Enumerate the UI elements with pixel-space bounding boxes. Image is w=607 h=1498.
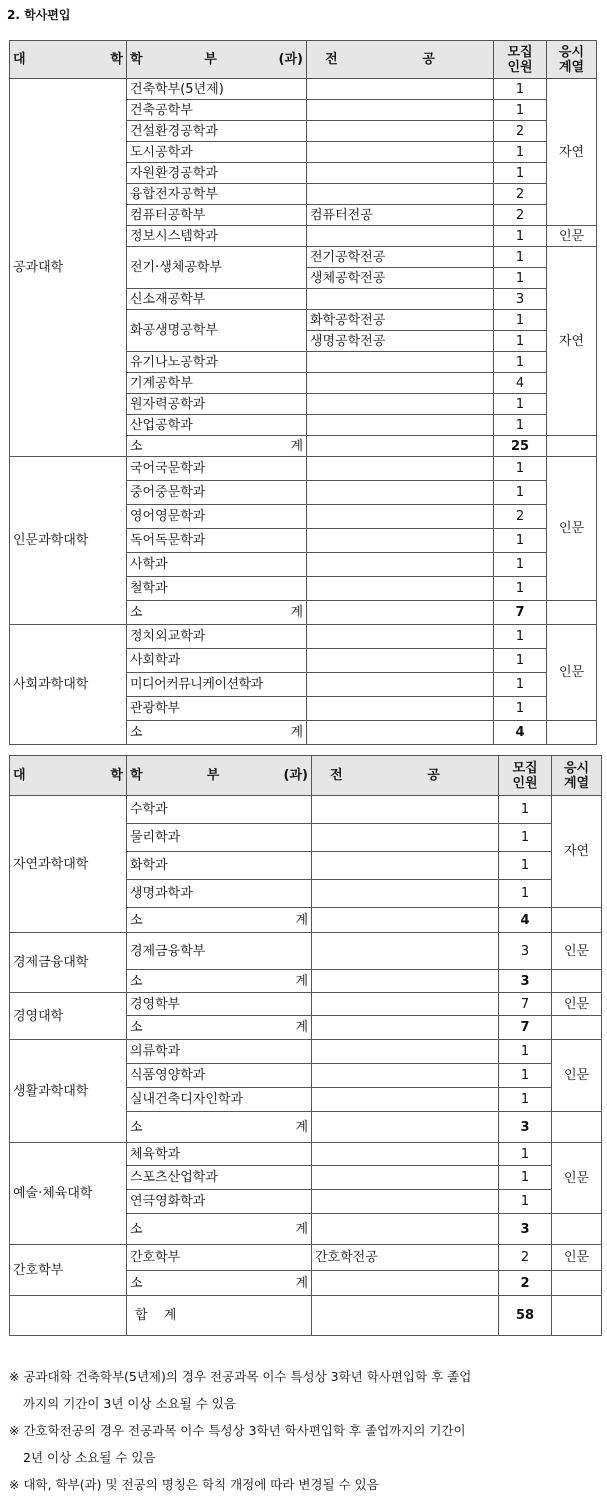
header-quota: 모집 인원 [494, 41, 547, 79]
table-row [10, 457, 597, 481]
dept-cell: 사회학과 [127, 649, 307, 673]
quota-cell: 1 [494, 481, 547, 505]
dept-cell: 철학과 [127, 577, 307, 601]
section-title: 2. 학사편입 [7, 8, 71, 22]
dept-cell: 건축학부(5년제) [127, 79, 307, 100]
college-cell: 공과대학 [10, 79, 127, 457]
college-cell: 간호학부 [10, 1245, 127, 1296]
track-cell: 자연 [547, 247, 597, 436]
dept-cell: 국어국문학과 [127, 457, 307, 481]
quota-cell: 1 [494, 310, 547, 331]
major-cell [307, 373, 494, 394]
quota-cell: 1 [494, 577, 547, 601]
table-row [10, 1040, 602, 1064]
dept-cell: 수학과 [127, 796, 312, 824]
dept-cell: 전기·생체공학부 [127, 247, 307, 289]
subtotal-label: 소 계 [127, 970, 312, 993]
track-cell: 인문 [552, 1143, 602, 1214]
track-cell: 인문 [552, 933, 602, 970]
dept-cell: 실내건축디자인학과 [127, 1088, 312, 1112]
footnote-line: ※ 공과대학 건축학부(5년제)의 경우 전공과목 이수 특성상 3학년 학사편입학 후 졸업 [9, 1369, 472, 1384]
footnote-line: ※ 간호학전공의 경우 전공과목 이수 특성상 3학년 학사편입학 후 졸업까지의 기간이 [9, 1423, 466, 1438]
major-cell [307, 394, 494, 415]
subtotal-value: 7 [494, 601, 547, 625]
college-cell: 인문과학대학 [10, 457, 127, 625]
dept-cell: 스포츠산업학과 [127, 1166, 312, 1190]
subtotal-label: 소 계 [127, 436, 307, 457]
dept-cell: 화공생명공학부 [127, 310, 307, 352]
footnote [9, 1471, 599, 1498]
dept-cell: 자원환경공학과 [127, 163, 307, 184]
subtotal-label: 소 계 [127, 908, 312, 933]
quota-cell: 1 [494, 529, 547, 553]
subtotal-label: 소 계 [127, 721, 307, 745]
college-cell: 생활과학대학 [10, 1040, 127, 1143]
major-cell [307, 226, 494, 247]
subtotal-label: 소 계 [127, 1271, 312, 1296]
subtotal-value: 25 [494, 436, 547, 457]
track-cell: 인문 [552, 1040, 602, 1112]
header-track: 응시 계열 [547, 41, 597, 79]
college-cell: 자연과학대학 [10, 796, 127, 933]
header-track: 응시 계열 [552, 756, 602, 796]
quota-cell: 1 [499, 1166, 552, 1190]
dept-cell: 화학과 [127, 852, 312, 880]
subtotal-value: 4 [499, 908, 552, 933]
quota-cell: 2 [499, 1245, 552, 1271]
header-dept: 학 부 (과) [127, 756, 312, 796]
quota-cell: 1 [494, 247, 547, 268]
table-row [10, 933, 602, 970]
track-cell: 인문 [552, 993, 602, 1016]
dept-cell: 컴퓨터공학부 [127, 205, 307, 226]
header-college: 대 학 [10, 41, 127, 79]
major-cell [307, 415, 494, 436]
footnote-line: 2년 이상 소요될 수 있음 [23, 1450, 156, 1465]
quota-cell: 1 [494, 163, 547, 184]
major-cell [307, 289, 494, 310]
dept-cell: 영어영문학과 [127, 505, 307, 529]
dept-cell: 식품영양학과 [127, 1064, 312, 1088]
dept-cell: 도시공학과 [127, 142, 307, 163]
subtotal-label: 소 계 [127, 1112, 312, 1143]
quota-cell: 1 [499, 824, 552, 852]
dept-cell: 생명과학과 [127, 880, 312, 908]
footnote-line: ※ 대학, 학부(과) 및 전공의 명칭은 학칙 개정에 따라 변경될 수 있음 [9, 1477, 379, 1492]
major-cell [307, 163, 494, 184]
quota-cell: 1 [494, 142, 547, 163]
subtotal-value: 2 [499, 1271, 552, 1296]
track-cell: 자연 [547, 79, 597, 226]
dept-cell: 기계공학부 [127, 373, 307, 394]
table-row [10, 1245, 602, 1271]
subtotal-value: 3 [499, 1214, 552, 1245]
quota-cell: 1 [494, 226, 547, 247]
major-cell [307, 142, 494, 163]
header-dept: 학 부 (과) [127, 41, 307, 79]
quota-cell: 1 [499, 796, 552, 824]
major-cell: 간호학전공 [312, 1245, 499, 1271]
quota-cell: 1 [494, 697, 547, 721]
college-cell: 예술·체육대학 [10, 1143, 127, 1245]
quota-cell: 4 [494, 373, 547, 394]
major-cell [307, 79, 494, 100]
major-cell [307, 100, 494, 121]
dept-cell: 건설환경공학과 [127, 121, 307, 142]
track-cell: 인문 [547, 457, 597, 601]
header-major: 전 공 [307, 41, 494, 79]
dept-cell: 신소재공학부 [127, 289, 307, 310]
quota-cell: 1 [499, 1143, 552, 1166]
table-header [10, 756, 602, 796]
dept-cell: 융합전자공학부 [127, 184, 307, 205]
quota-cell: 2 [494, 121, 547, 142]
table-header [10, 41, 597, 79]
major-cell: 생체공학전공 [307, 268, 494, 289]
quota-cell: 3 [499, 933, 552, 970]
footnote [9, 1363, 599, 1417]
dept-cell: 사학과 [127, 553, 307, 577]
track-cell: 인문 [547, 625, 597, 721]
footnote [9, 1417, 599, 1471]
table-row [10, 993, 602, 1016]
admissions-table-2 [9, 755, 602, 1336]
dept-cell: 관광학부 [127, 697, 307, 721]
quota-cell: 1 [494, 331, 547, 352]
dept-cell: 물리학과 [127, 824, 312, 852]
track-cell: 인문 [547, 226, 597, 247]
footnote-line: 까지의 기간이 3년 이상 소요될 수 있음 [23, 1396, 236, 1411]
major-cell [307, 352, 494, 373]
dept-cell: 산업공학과 [127, 415, 307, 436]
dept-cell: 간호학부 [127, 1245, 312, 1271]
quota-cell: 1 [499, 1190, 552, 1214]
subtotal-label: 소 계 [127, 1214, 312, 1245]
college-cell: 경영대학 [10, 993, 127, 1040]
dept-cell: 경제금융학부 [127, 933, 312, 970]
subtotal-value: 7 [499, 1016, 552, 1040]
major-cell: 생명공학전공 [307, 331, 494, 352]
dept-cell: 미디어커뮤니케이션학과 [127, 673, 307, 697]
quota-cell: 1 [494, 268, 547, 289]
quota-cell: 1 [494, 394, 547, 415]
major-cell: 화학공학전공 [307, 310, 494, 331]
dept-cell: 건축공학부 [127, 100, 307, 121]
dept-cell: 독어독문학과 [127, 529, 307, 553]
quota-cell: 1 [499, 880, 552, 908]
footnotes [9, 1363, 599, 1498]
subtotal-label: 소 계 [127, 1016, 312, 1040]
quota-cell: 1 [494, 100, 547, 121]
major-cell [307, 184, 494, 205]
dept-cell: 연극영화학과 [127, 1190, 312, 1214]
quota-cell: 7 [499, 993, 552, 1016]
dept-cell: 정보시스템학과 [127, 226, 307, 247]
header-college: 대 학 [10, 756, 127, 796]
quota-cell: 1 [494, 352, 547, 373]
dept-cell: 유기나노공학과 [127, 352, 307, 373]
major-cell: 전기공학전공 [307, 247, 494, 268]
header-major: 전 공 [312, 756, 499, 796]
quota-cell: 1 [494, 457, 547, 481]
major-cell [307, 121, 494, 142]
total-label: 합 계 [127, 1296, 312, 1336]
dept-cell: 중어중문학과 [127, 481, 307, 505]
dept-cell: 정치외교학과 [127, 625, 307, 649]
total-row [10, 1296, 602, 1336]
table-row [10, 625, 597, 649]
subtotal-value: 3 [499, 970, 552, 993]
quota-cell: 1 [494, 79, 547, 100]
quota-cell: 1 [494, 625, 547, 649]
quota-cell: 1 [494, 673, 547, 697]
subtotal-value: 3 [499, 1112, 552, 1143]
header-quota: 모집 인원 [499, 756, 552, 796]
track-cell: 인문 [552, 1245, 602, 1271]
quota-cell: 1 [499, 1064, 552, 1088]
quota-cell: 1 [494, 553, 547, 577]
subtotal-label: 소 계 [127, 601, 307, 625]
quota-cell: 1 [499, 852, 552, 880]
quota-cell: 3 [494, 289, 547, 310]
quota-cell: 2 [494, 184, 547, 205]
quota-cell: 1 [494, 415, 547, 436]
quota-cell: 1 [499, 1040, 552, 1064]
dept-cell: 의류학과 [127, 1040, 312, 1064]
table-row [10, 79, 597, 100]
college-cell: 사회과학대학 [10, 625, 127, 745]
admissions-table-1 [9, 40, 597, 745]
major-cell: 컴퓨터전공 [307, 205, 494, 226]
quota-cell: 1 [499, 1088, 552, 1112]
table-row [10, 796, 602, 824]
subtotal-value: 4 [494, 721, 547, 745]
college-cell: 경제금융대학 [10, 933, 127, 993]
quota-cell: 2 [494, 205, 547, 226]
table-row [10, 1143, 602, 1166]
total-value: 58 [499, 1296, 552, 1336]
dept-cell: 원자력공학과 [127, 394, 307, 415]
dept-cell: 체육학과 [127, 1143, 312, 1166]
track-cell: 자연 [552, 796, 602, 908]
dept-cell: 경영학부 [127, 993, 312, 1016]
quota-cell: 1 [494, 649, 547, 673]
quota-cell: 2 [494, 505, 547, 529]
